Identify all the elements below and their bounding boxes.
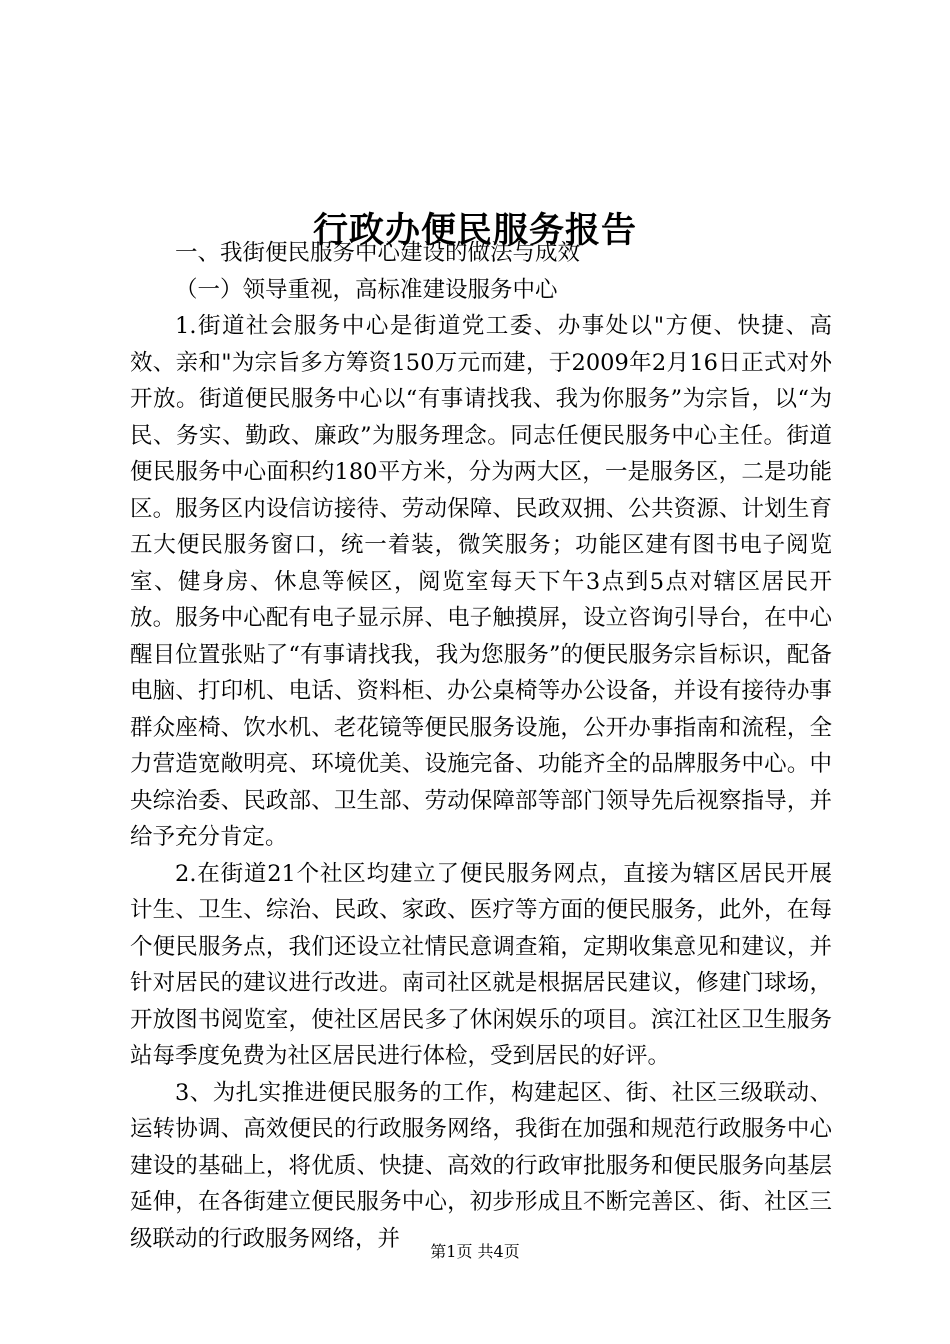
document-title: 行政办便民服务报告 <box>312 210 637 252</box>
page-footer: 第1页 共4页 <box>430 1242 520 1261</box>
paragraph-3: 3、为扎实推进便民服务的工作，构建起区、街、社区三级联动、运转协调、高效便民的行政服务网络，我街在加强和规范行政服务中心建设的基础上，将优质、快捷、高效的行政审批服务和便民服务向基层延伸，在各街建立便民服务中心，初步形成且不断完善区、街、社区三级联动的行政服务网络，并 <box>130 1079 832 1252</box>
section-heading: 一、我街便民服务中心建设的做法与成效 <box>175 240 581 266</box>
paragraph-1: 1.街道社会服务中心是街道党工委、办事处以"方便、快捷、高效、亲和"为宗旨多方筹资150万元而建，于2009年2月16日正式对外开放。街道便民服务中心以“有事请找我、我为你服务”为宗旨，以“为民、务实、勤政、廉政”为服务理念。同志任便民服务中心主任。街道便民服务中心面积约180平方米，分为两大区，一是服务区，二是功能区。服务区内设信访接待、劳动保障、民政双拥、公共资源、计划生育五大便民服务窗口，统一着装，微笑服务；功能区建有图书电子阅览室、健身房、休息等候区，阅览室每天下午3点到5点对辖区居民开放。服务中心配有电子显示屏、电子触摸屏，设立咨询引导台，在中心醒目位置张贴了“有事请找我，我为您服务”的便民服务宗旨标识，配备电脑、打印机、电话、资料柜、办公桌椅等办公设备，并设有接待办事群众座椅、饮水机、老花镜等便民服务设施，公开办事指南和流程，全力营造宽敞明亮、环境优美、设施完备、功能齐全的品牌服务中心。中央综治委、民政部、卫生部、劳动保障部等部门领导先后视察指导，并给予充分肯定。 <box>130 313 832 850</box>
document-body <box>130 235 832 1257</box>
subsection-heading: （一）领导重视，高标准建设服务中心 <box>175 276 558 303</box>
paragraph-2: 2.在街道21个社区均建立了便民服务网点，直接为辖区居民开展计生、卫生、综治、民政、家政、医疗等方面的便民服务，此外，在每个便民服务点，我们还设立社情民意调查箱，定期收集意见和建议，并针对居民的建议进行改进。南司社区就是根据居民建议，修建门球场，开放图书阅览室，使社区居民多了休闲娱乐的项目。滨江社区卫生服务站每季度免费为社区居民进行体检，受到居民的好评。 <box>130 860 832 1069</box>
